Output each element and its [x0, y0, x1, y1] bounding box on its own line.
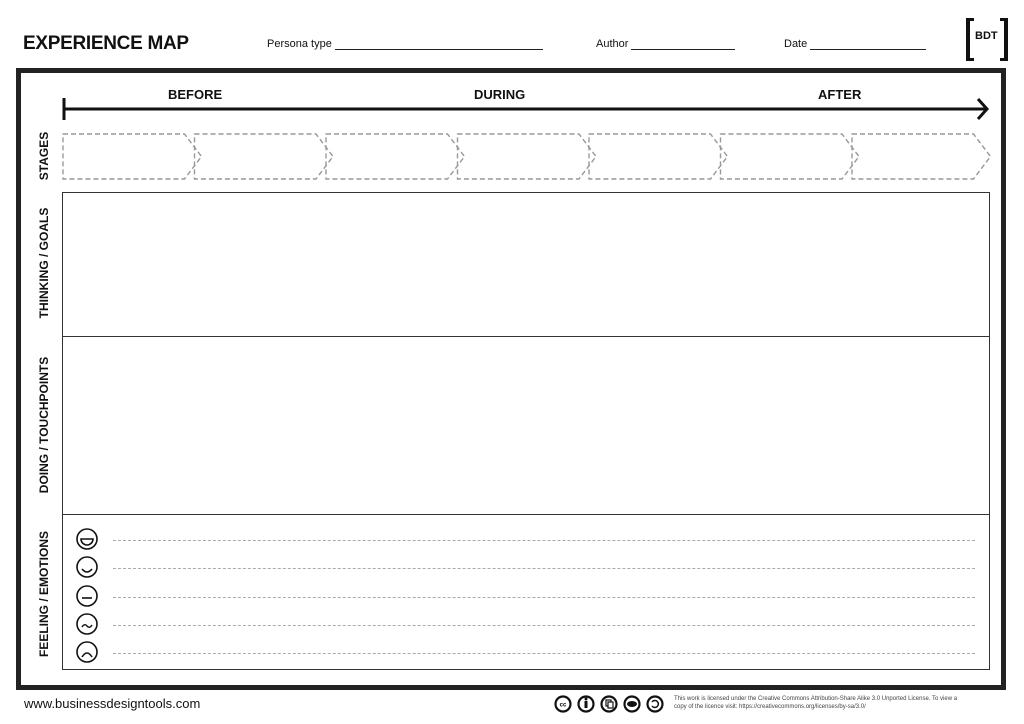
svg-text:cc: cc — [559, 702, 567, 709]
doing-touchpoints-area[interactable] — [62, 336, 990, 515]
cc-license-icons — [554, 694, 666, 714]
author-label: Author — [596, 38, 629, 50]
stage-chevron[interactable] — [458, 134, 597, 179]
uneasy-face-icon — [77, 614, 97, 634]
emotion-line — [113, 568, 975, 569]
very-happy-face-icon — [77, 529, 97, 549]
date-field[interactable] — [784, 38, 926, 50]
feeling-emotions-area[interactable] — [62, 515, 990, 670]
stage-chevron[interactable] — [326, 134, 465, 179]
phase-during: DURING — [474, 87, 526, 102]
emotion-line — [113, 597, 975, 598]
stage-chevron[interactable] — [721, 134, 860, 179]
license-text: This work is licensed under the Creative Commons Attribution-Share Alike 3.0 Unported License. To view a copy of the licence visit: https://creativecommons.org/licenses/by-sa/3.0/ — [674, 696, 958, 710]
stage-chevron[interactable] — [63, 134, 202, 179]
row-label-doing: DOING / TOUCHPOINTS — [37, 356, 51, 494]
phase-before: BEFORE — [168, 87, 223, 102]
thinking-goals-area[interactable] — [62, 192, 990, 337]
author-field[interactable] — [596, 38, 735, 50]
row-label-feeling: FEELING / EMOTIONS — [37, 530, 51, 658]
emotion-line — [113, 540, 975, 541]
date-label: Date — [784, 38, 808, 50]
sad-face-icon — [77, 642, 97, 662]
stage-chevron[interactable] — [195, 134, 334, 179]
timeline-arrow — [60, 95, 994, 123]
neutral-face-icon — [77, 586, 97, 606]
row-label-thinking: THINKING / GOALS — [37, 207, 51, 319]
phase-after: AFTER — [818, 87, 862, 102]
emotion-faces — [75, 525, 101, 667]
smile-face-icon — [77, 557, 97, 577]
page-title: EXPERIENCE MAP — [23, 33, 189, 54]
stages-chevrons — [60, 130, 994, 184]
row-label-stages: STAGES — [37, 131, 51, 181]
emotion-line — [113, 653, 975, 654]
bdt-logo: BDT — [966, 18, 1008, 61]
emotion-line — [113, 625, 975, 626]
stage-chevron[interactable] — [852, 134, 991, 179]
stage-chevron[interactable] — [589, 134, 728, 179]
persona-type-field[interactable] — [267, 38, 543, 50]
persona-type-label: Persona type — [267, 38, 332, 50]
website-link[interactable]: www.businessdesigntools.com — [24, 696, 201, 711]
